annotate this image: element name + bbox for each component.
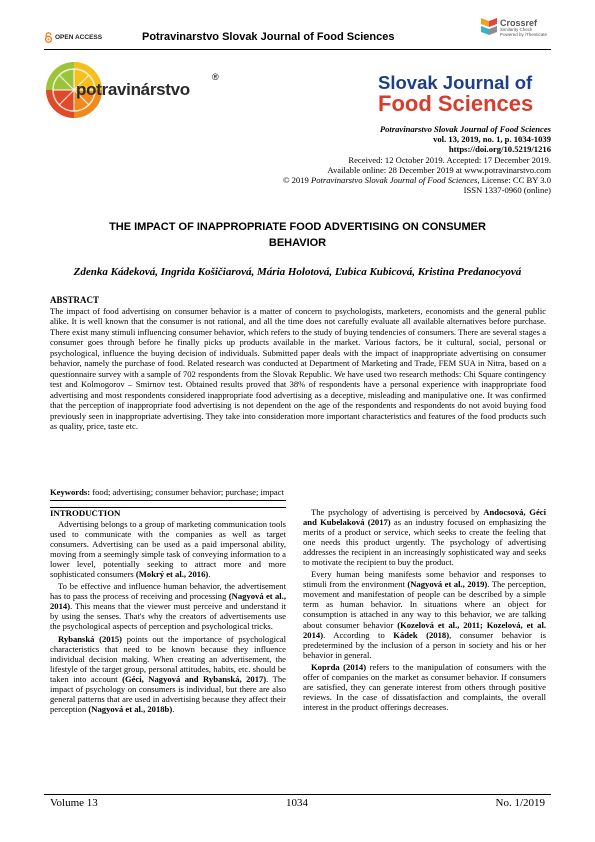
sjfs-line2: Food Sciences — [378, 91, 534, 117]
abstract-heading: ABSTRACT — [50, 295, 100, 305]
open-access-label: OPEN ACCESS — [55, 34, 103, 41]
citation: Kádek (2018) — [393, 629, 450, 640]
header-rule — [44, 49, 551, 50]
keywords-label: Keywords: — [50, 487, 91, 497]
citation: (Mokrý et al., 2016) — [135, 569, 209, 580]
left-column — [50, 519, 286, 716]
paragraph-text: Every human being manifests some behavior and responses to stimuli from the environment — [303, 569, 546, 590]
punctuation: . — [208, 569, 211, 580]
meta-copyright — [191, 175, 551, 185]
sjfs-logo — [378, 73, 533, 116]
introduction-heading: INTRODUCTION — [50, 508, 121, 518]
paragraph-text: as an industry focused on emphasizing the merits of a product or service, which seeks to create the feeling that one needs this product urgently. The psychology of advertising addresses the recipient in an increasingly sophisticated way and seeks to motivate the recipient to buy the product. — [303, 517, 546, 568]
meta-available: Available online: 28 December 2019 at www.potravinarstvo.com — [327, 164, 551, 175]
paragraph-text: . This means that the viewer must perceive and understand it by using the senses. That's why the creators of advertisements use the psychological aspects of perception and psychological tricks. — [50, 601, 286, 632]
left-paragraph-2 — [50, 581, 286, 631]
keywords-text: food; advertising; consumer behavior; purchase; impact — [90, 487, 284, 497]
citation: Koprda (2014) — [311, 661, 367, 672]
open-access-lock-icon — [44, 32, 53, 43]
footer-volume: Volume 13 — [50, 797, 98, 809]
title-line1: THE IMPACT OF INAPPROPRIATE FOOD ADVERTISING ON CONSUMER — [109, 221, 486, 233]
running-journal-title: Potravinarstvo Slovak Journal of Food Sciences — [142, 31, 395, 43]
crossref-subtitle: Similarity Check — [500, 27, 533, 32]
paragraph-text: . According to — [323, 629, 394, 640]
meta-received: Received: 12 October 2019. Accepted: 17 December 2019. — [348, 154, 551, 165]
article-metadata — [191, 124, 551, 195]
paragraph-text: . The impact of psychology on consumers is individual, but there are also general patterns that are used in advertising because they affect their perception — [50, 673, 286, 714]
author-list: Zdenka Kádeková, Ingrida Košičiarová, Mária Holotová, Ľubica Kubicová, Kristina Predanocyová — [73, 266, 522, 278]
intro-rule-top — [50, 500, 286, 501]
journal-header — [44, 18, 551, 50]
paragraph-text: The psychology of advertising is perceived by — [311, 507, 484, 517]
right-paragraph-3 — [303, 662, 546, 712]
right-column — [303, 507, 546, 714]
citation: Rybanská (2015) — [58, 633, 123, 644]
citation: (Nagyová et al., 2014) — [50, 591, 286, 612]
sjfs-line1: Slovak Journal of — [378, 72, 533, 93]
paragraph-text: , consumer behavior is predetermined by the inclusion of a person in society and his or her behavior in general. — [303, 629, 546, 660]
paper-title — [44, 219, 551, 251]
paragraph-text: . The perception, movement and manifestation of people can be described by a simple term as human behavior. In situations where an object for consumption is attached in any way to this behavior, we are talking about consumer behavior — [303, 579, 546, 630]
footer-issue: No. 1/2019 — [495, 797, 545, 809]
citation: (Kozelová et al., 2011; Kozelová, et al. 2014) — [303, 619, 546, 640]
paragraph-text: To be effective and influence human behavior, the advertisement has to pass the process of receiving and processing — [50, 581, 286, 602]
left-paragraph-3 — [50, 634, 286, 714]
crossref-icon — [481, 18, 497, 38]
left-paragraph-1 — [50, 519, 286, 579]
copyright-journal: Potravinarstvo Slovak Journal of Food Sciences — [310, 175, 478, 186]
registered-mark: ® — [212, 72, 219, 82]
citation: (Nagyová et al., 2019) — [407, 579, 488, 590]
crossref-powered: Powered by iThenticate — [500, 31, 548, 37]
potravinarstvo-logo — [44, 60, 234, 120]
open-access-badge — [44, 32, 102, 43]
abstract-text: The impact of food advertising on consumer behavior is a matter of concern to psychologists, marketers, economists and the general public alike. It is well known that the consumer is not rational, and all the time does not carefully evaluate all available alternatives before purchase. There exist many stimuli influencing consumer behavior, which refers to the study of buying tendencies of consumers. There are several stages a consumer goes through before he finally picks up products available in the market. Various factors, be it cultural, social, personal or psychological, influence the buying decision of individuals. Submitted paper deals with the impact of inappropriate advertising on consumer behavior, namely the purchase of food. Related research was conducted at Department of Marketing and Trade, FEM SUA in Nitra, based on a questionnaire survey with a sample of 702 respondents from the Slovak Republic. We have used two research methods: Chi Square contingency test and Kolmogorov – Smirnov test. Obtained results proved that 38% of respondents have a personal experience with inappropriate food advertising and most respondents considered inappropriate food advertising as a deceptive, misleading and manipulative one. It was confirmed that the perception of inappropriate food advertising is not dependent on the age of the respondents and respondents do not avoid buying food previously seen in inappropriate advertising. They take into consideration more important characteristics and features of the food products such as quality, price, taste etc. — [50, 306, 546, 431]
meta-volume: vol. 13, 2019, no. 1, p. 1034-1039 — [433, 134, 551, 145]
footer-page-number: 1034 — [286, 797, 308, 809]
punctuation: . — [172, 703, 175, 714]
meta-issn: ISSN 1337-0960 (online) — [463, 185, 551, 196]
logo-wordmark: potravinárstvo — [76, 80, 190, 99]
meta-journal: Potravinarstvo Slovak Journal of Food Sciences — [379, 124, 551, 134]
crossref-title: Crossref — [500, 18, 538, 28]
meta-doi[interactable]: https://doi.org/10.5219/1216 — [448, 144, 551, 155]
copyright-symbol: © 2019 — [282, 175, 311, 186]
crossref-badge[interactable] — [481, 18, 547, 38]
citation: Andocsová, Géci and Kubelaková (2017) — [303, 507, 547, 528]
paragraph-text: refers to the manipulation of consumers with the offer of companies on the market as consumer behavior. If consumers are satisfied, they can generate interest from others through positive reviews. In the case of dissatisfaction and complaints, the overall interest in the product offerings decreases. — [303, 661, 547, 712]
citation: (Nagyová et al., 2018b) — [88, 703, 173, 714]
license-text: , License: CC BY 3.0 — [477, 175, 551, 186]
citation: (Géci, Nagyová and Rybanská, 2017) — [122, 673, 267, 684]
right-paragraph-2 — [303, 569, 546, 659]
footer-rule — [44, 794, 551, 795]
title-line2: BEHAVIOR — [268, 237, 327, 249]
paragraph-text: Advertising belongs to a group of marketing communication tools used to communicate with the companies as well as target consumers. Advertising can be used as a paid impersonal ability, moving from a seemingly simple task of conveying information to a lower level, potentially seeking to attract more and more sophisticated consumers — [50, 519, 286, 580]
right-paragraph-1 — [303, 507, 546, 567]
keywords — [50, 487, 284, 497]
paragraph-text: points out the importance of psychological characteristics that need to be known because they influence individual decision making. When creating an advertisement, the lifestyle of the target group, personal attitudes, habits, etc. should be taken into account — [50, 633, 286, 684]
